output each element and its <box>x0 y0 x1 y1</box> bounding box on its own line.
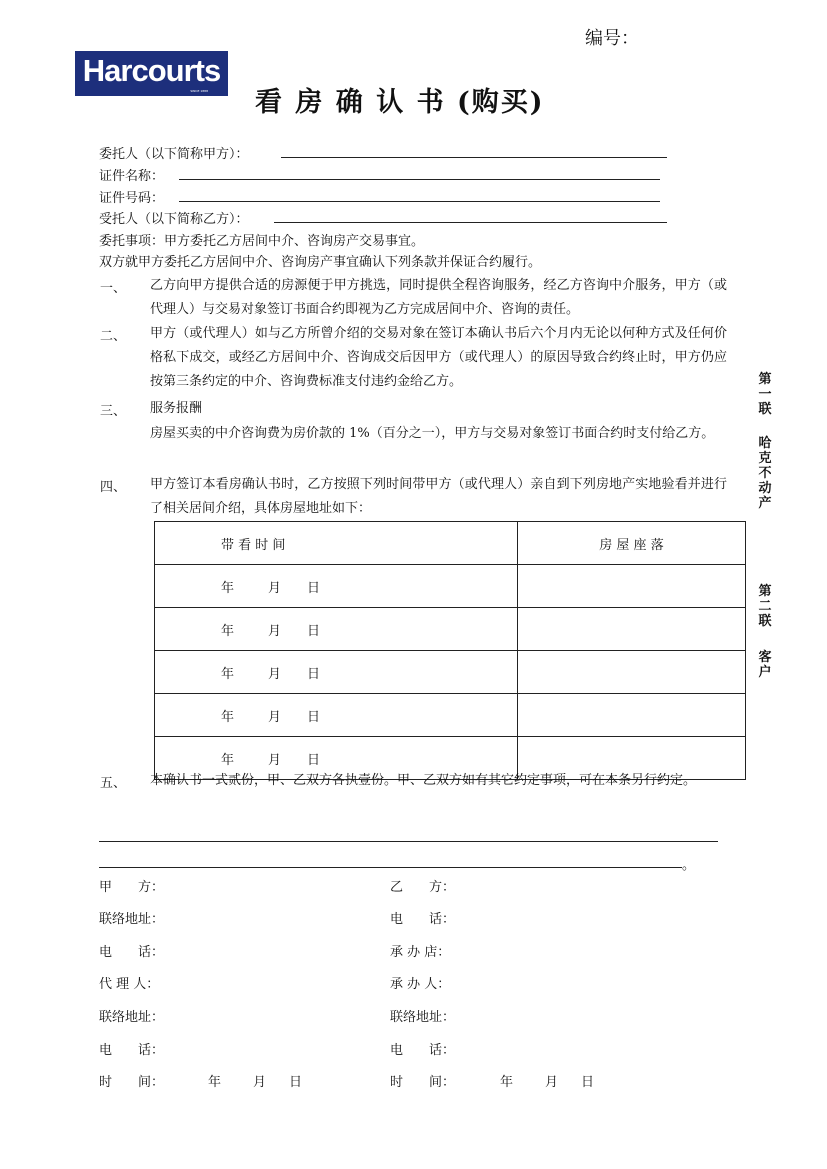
side-copy-1: 第一联 <box>758 372 772 417</box>
intro-agreement: 双方就甲方委托乙方居间中介、咨询房产事宜确认下列条款并保证合约履行。 <box>99 255 542 270</box>
month-label: 月 <box>268 623 282 639</box>
party-a-month-label: 月 <box>253 1075 267 1090</box>
viewing-date-cell[interactable] <box>155 565 518 608</box>
other-terms-line-2[interactable] <box>99 867 682 868</box>
month-label: 月 <box>268 580 282 596</box>
property-location-cell[interactable] <box>518 694 746 737</box>
party-a-address-label: 联络地址： <box>99 912 165 927</box>
table-row <box>155 651 746 694</box>
field-id-number-label: 证件号码： <box>99 191 165 206</box>
party-a-time-label: 时 间： <box>99 1075 165 1090</box>
side-party-1: 哈克不动产 <box>758 436 772 511</box>
clause-1-text: 乙方向甲方提供合适的房源便于甲方挑选，同时提供全程咨询服务，经乙方咨询中介服务，甲方（或代理人）与交易对象签订书面合约即视为乙方完成居间中介、咨询的责任。 <box>150 278 727 317</box>
year-label: 年 <box>221 623 235 639</box>
table-header-row <box>155 522 746 565</box>
party-a-day-label: 日 <box>289 1075 303 1090</box>
clause-3-number: 三、 <box>100 404 127 419</box>
logo-since: SINCE 1888 <box>190 89 208 93</box>
viewing-schedule-table <box>154 521 746 780</box>
field-trustee-line[interactable] <box>274 222 667 223</box>
clause-2-text: 甲方（或代理人）如与乙方所曾介绍的交易对象在签订本确认书后六个月内无论以何种方式及任何价格私下成交，或经乙方居间中介、咨询成交后因甲方（或代理人）的原因导致合约终止时，甲方仍应按第三条约定的中介、咨询费标准支付违约金给乙方。 <box>150 326 727 389</box>
field-trustee-label: 受托人（以下简称乙方）： <box>99 212 249 227</box>
party-a-phone-label: 电 话： <box>99 945 165 960</box>
viewing-date-cell[interactable] <box>155 694 518 737</box>
party-b-branch-label: 承 办 店： <box>390 945 451 960</box>
party-b-handler-label: 承 办 人： <box>390 977 451 992</box>
day-label: 日 <box>307 752 321 768</box>
field-id-type-label: 证件名称： <box>99 169 165 184</box>
document-title: 看 房 确 认 书 (购买) <box>255 87 545 118</box>
table-row <box>155 608 746 651</box>
year-label: 年 <box>221 666 235 682</box>
logo-wordmark: Harcourts <box>82 53 221 88</box>
day-label: 日 <box>307 623 321 639</box>
side-party-2: 客户 <box>758 650 772 680</box>
party-a-agent-phone-label: 电 话： <box>99 1043 165 1058</box>
year-label: 年 <box>221 752 235 768</box>
field-client-line[interactable] <box>281 157 667 158</box>
party-b-time-label: 时 间： <box>390 1075 456 1090</box>
party-b-label: 乙 方： <box>390 880 456 895</box>
party-b-phone-label: 电 话： <box>390 912 456 927</box>
other-terms-line-1[interactable] <box>99 841 718 842</box>
header-viewing-time: 带 看 时 间 <box>155 522 518 565</box>
viewing-date-cell[interactable] <box>155 608 518 651</box>
side-copy-2: 第二联 <box>758 584 772 629</box>
month-label: 月 <box>268 666 282 682</box>
party-b-phone2-label: 电 话： <box>390 1043 456 1058</box>
serial-number-label: 编号： <box>585 28 639 49</box>
party-b-month-label: 月 <box>545 1075 559 1090</box>
clause-5-number: 五、 <box>100 776 127 791</box>
header-property-location: 房 屋 座 落 <box>518 522 746 565</box>
day-label: 日 <box>307 709 321 725</box>
party-b-address-label: 联络地址： <box>390 1010 456 1025</box>
clause-4-number: 四、 <box>100 480 127 495</box>
clause-5-text: 本确认书一式贰份，甲、乙双方各执壹份。甲、乙双方如有其它约定事项，可在本条另行约定。 <box>150 773 697 788</box>
party-a-year-label: 年 <box>208 1075 222 1090</box>
end-period: 。 <box>682 858 696 873</box>
table-row <box>155 694 746 737</box>
field-client-label: 委托人（以下简称甲方）： <box>99 147 249 162</box>
day-label: 日 <box>307 580 321 596</box>
year-label: 年 <box>221 709 235 725</box>
clause-2-number: 二、 <box>100 329 127 344</box>
party-b-day-label: 日 <box>581 1075 595 1090</box>
party-a-agent-label: 代 理 人： <box>99 977 160 992</box>
clause-4-text: 甲方签订本看房确认书时，乙方按照下列时间带甲方（或代理人）亲自到下列房地产实地验看并进行了相关居间介绍，具体房屋地址如下： <box>150 477 727 516</box>
viewing-date-cell[interactable] <box>155 651 518 694</box>
day-label: 日 <box>307 666 321 682</box>
intro-entrust-matter: 委托事项：甲方委托乙方居间中介、咨询房产交易事宜。 <box>99 234 425 249</box>
property-location-cell[interactable] <box>518 608 746 651</box>
party-a-agent-address-label: 联络地址： <box>99 1010 165 1025</box>
clause-3-heading: 服务报酬 <box>150 401 203 416</box>
party-a-label: 甲 方： <box>99 880 165 895</box>
month-label: 月 <box>268 752 282 768</box>
field-id-number-line[interactable] <box>179 201 660 202</box>
table-row <box>155 565 746 608</box>
property-location-cell[interactable] <box>518 651 746 694</box>
year-label: 年 <box>221 580 235 596</box>
clause-1-number: 一、 <box>100 281 127 296</box>
field-id-type-line[interactable] <box>179 179 660 180</box>
harcourts-logo <box>75 51 228 96</box>
party-b-year-label: 年 <box>500 1075 514 1090</box>
clause-3-text: 房屋买卖的中介咨询费为房价款的 1%（百分之一），甲方与交易对象签订书面合约时支付给乙方。 <box>150 426 715 441</box>
property-location-cell[interactable] <box>518 565 746 608</box>
month-label: 月 <box>268 709 282 725</box>
